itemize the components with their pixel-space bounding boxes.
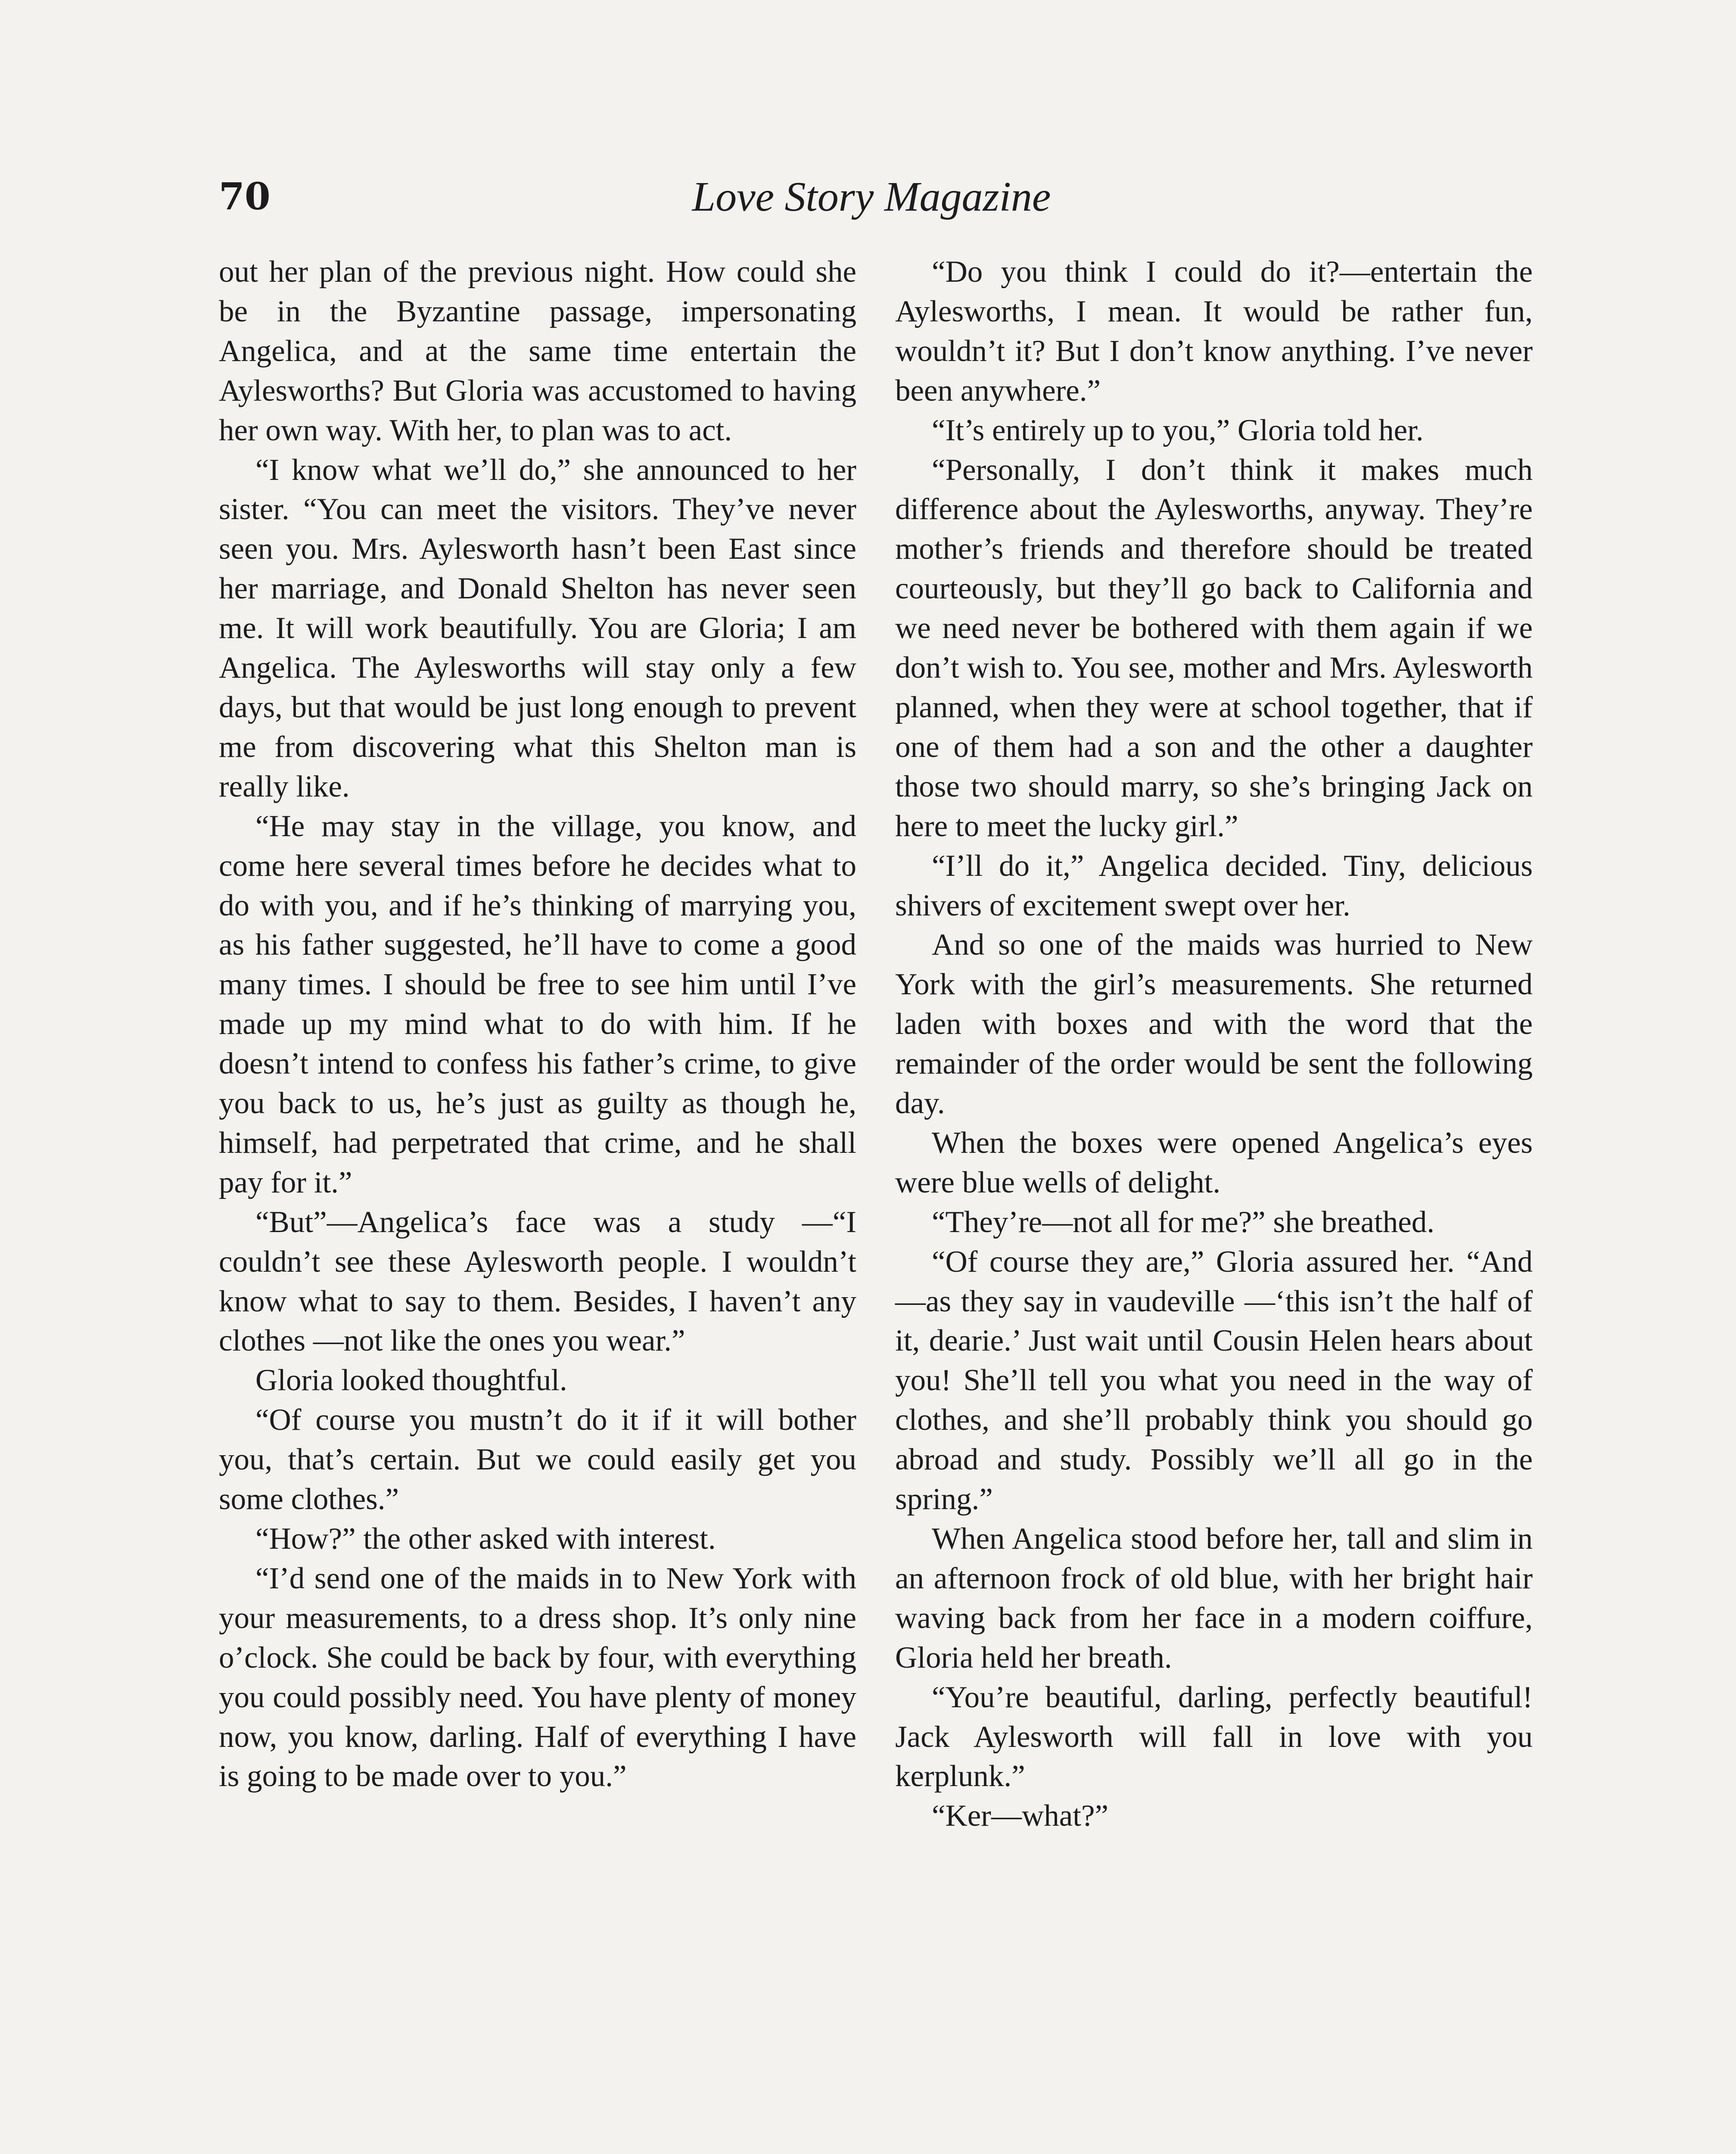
paragraph: “You’re beautiful, darling, perfectly beautiful! Jack Aylesworth will fall in love with you kerplunk.” <box>895 1680 1533 1793</box>
page-header <box>219 169 1524 225</box>
paragraph: “They’re—not all for me?” she breathed. <box>932 1205 1434 1239</box>
paragraph: And so one of the maids was hurried to New York with the girl’s measurements. She returned laden with boxes and with the word that the remainder of the order would be sent the following day. <box>895 928 1533 1121</box>
page-number: 70 <box>219 175 271 218</box>
paragraph: “Personally, I don’t think it makes much difference about the Aylesworths, anyway. They’re mother’s friends and therefore should be treated courteously, but they’ll go back to California and we need never be bothered with them again if we don’t wish to. You see, mother and Mrs. Aylesworth planned, when they were at school together, that if one of them had a son and the other a daughter those two should marry, so she’s bringing Jack on here to meet the lucky girl.” <box>895 453 1533 843</box>
paragraph: “Of course you mustn’t do it if it will bother you, that’s certain. But we could easily get you some clothes.” <box>219 1403 856 1516</box>
paragraph: “It’s entirely up to you,” Gloria told her. <box>932 413 1424 447</box>
paragraph: “He may stay in the village, you know, and come here several times before he decides what to do with you, and if he’s thinking of marrying you, as his father suggested, he’ll have to come a good many times. I should be free to see him until I’ve made up my mind what to do with him. If he doesn’t intend to confess his father’s crime, to give you back to us, he’s just as guilty as though he, himself, had perpetrated that crime, and he shall pay for it.” <box>219 809 856 1199</box>
right-column <box>895 252 1533 1836</box>
paragraph: “How?” the other asked with interest. <box>255 1522 716 1556</box>
left-column <box>219 252 856 1796</box>
paragraph: When Angelica stood before her, tall and slim in an afternoon frock of old blue, with her bright hair waving back from her face in a modern coiffure, Gloria held her breath. <box>895 1522 1533 1675</box>
paragraph: out her plan of the previous night. How could she be in the Byzantine passage, impersonating Angelica, and at the same time entertain the Aylesworths? But Gloria was accustomed to having her own way. With her, to plan was to act. <box>219 255 856 447</box>
paragraph: “Of course they are,” Gloria assured her. “And—as they say in vaudeville —‘this isn’t the half of it, dearie.’ Just wait until Cousin Helen hears about you! She’ll tell you what you need in the way of clothes, and she’ll probably think you should go abroad and study. Possibly we’ll all go in the spring.” <box>895 1245 1533 1516</box>
paragraph: “I know what we’ll do,” she announced to her sister. “You can meet the visitors. They’ve never seen you. Mrs. Aylesworth hasn’t been East since her marriage, and Donald Shelton has never seen me. It will work beautifully. You are Gloria; I am Angelica. The Aylesworths will stay only a few days, but that would be just long enough to prevent me from discovering what this Shelton man is really like. <box>219 453 856 803</box>
paragraph: “I’ll do it,” Angelica decided. Tiny, delicious shivers of excitement swept over her. <box>895 849 1533 922</box>
paragraph: “Ker—what?” <box>932 1799 1108 1833</box>
paragraph: “But”—Angelica’s face was a study —“I couldn’t see these Aylesworth people. I wouldn’t know what to say to them. Besides, I haven’t any clothes —not like the ones you wear.” <box>219 1205 856 1358</box>
paragraph: “Do you think I could do it?—entertain the Aylesworths, I mean. It would be rather fun, wouldn’t it? But I don’t know anything. I’ve never been anywhere.” <box>895 255 1533 408</box>
running-title: Love Story Magazine <box>692 174 1051 220</box>
paragraph: When the boxes were opened Angelica’s eyes were blue wells of delight. <box>895 1126 1533 1199</box>
paragraph: “I’d send one of the maids in to New York with your measurements, to a dress shop. It’s only nine o’clock. She could be back by four, with everything you could possibly need. You have plenty of money now, you know, darling. Half of everything I have is going to be made over to you.” <box>219 1561 856 1793</box>
paragraph: Gloria looked thoughtful. <box>255 1363 567 1398</box>
